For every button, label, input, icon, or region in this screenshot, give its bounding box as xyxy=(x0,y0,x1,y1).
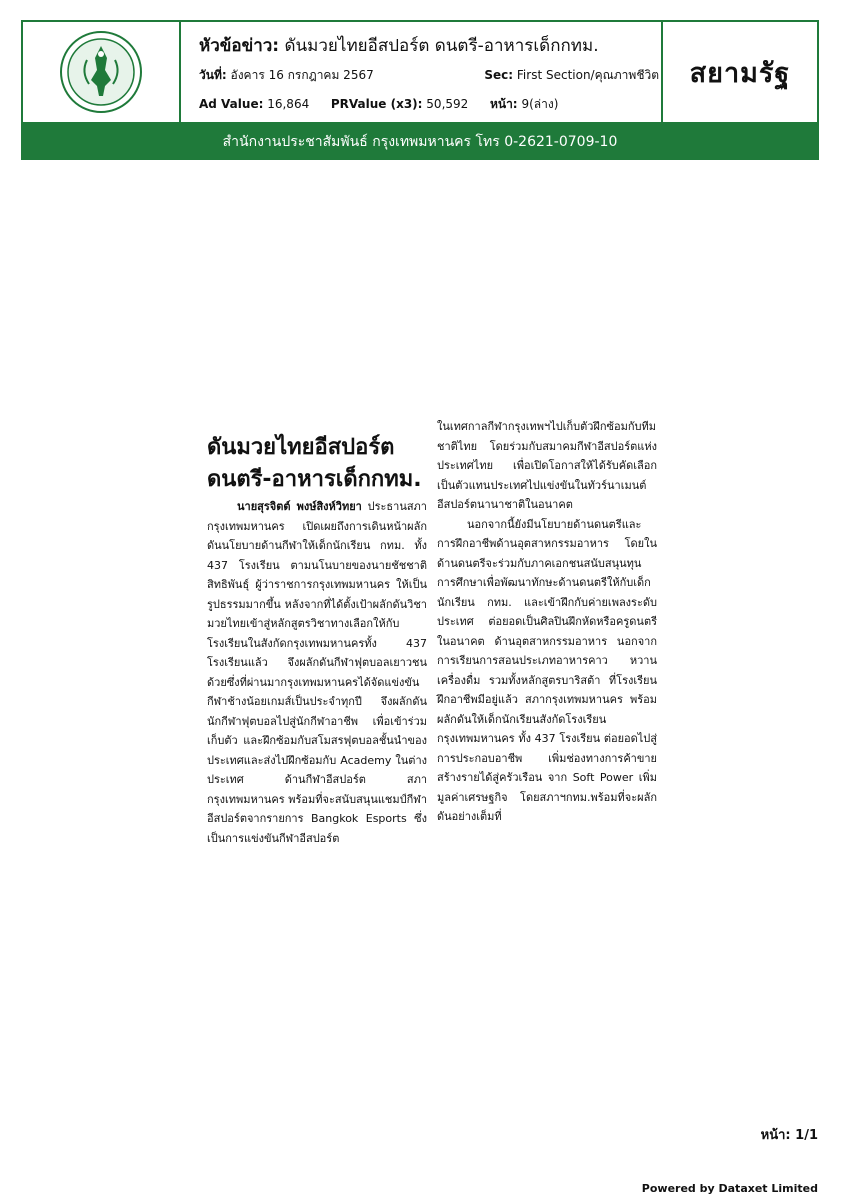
clipping-header xyxy=(21,20,819,124)
article-paragraph: นอกจากนี้ยังมีนโยบายด้านดนตรีและการฝึกอาชีพด้านอุตสาหกรรมอาหาร โดยในด้านดนตรีจะร่วมกับภาคเอกชนสนับสนุนทุนการศึกษาเพื่อพัฒนาทักษะด้านดนตรีให้กับเด็กนักเรียน กทม. และเข้าฝึกกับค่ายเพลงระดับประเทศ ต่อยอดเป็นศิลปินฝึกหัดหรือครูดนตรีในอนาคต ด้านอุตสาหกรรมอาหาร นอกจากการเรียนการสอนประเภทอาหารคาว หวาน เครื่องดื่ม รวมทั้งหลักสูตรบาริสต้า ที่โรงเรียนฝึกอาชีพมีอยู่แล้ว สภากรุงเทพมหานคร พร้อมผลักดันให้เด็กนักเรียนสังกัดโรงเรียนกรุงเทพมหานคร ทั้ง 437 โรงเรียน ต่อยอดไปสู่การประกอบอาชีพ เพิ่มช่องทางการค้าขาย สร้างรายได้สู่ครัวเรือน จาก Soft Power เพิ่มมูลค่าเศรษฐกิจ โดยสภาฯกทม.พร้อมที่จะผลักดันอย่างเต็มที่ xyxy=(437,517,657,823)
publication-cell xyxy=(663,22,817,122)
value-row xyxy=(199,95,558,114)
headline-text: ดันมวยไทยอีสปอร์ต ดนตรี-อาหารเด็กกทม. xyxy=(284,36,599,56)
article-column-right xyxy=(437,417,657,827)
bangkok-city-seal-icon xyxy=(59,30,143,114)
article-paragraph xyxy=(207,497,427,848)
article-byline: นายสุรจิตต์ พงษ์สิงห์วิทยา xyxy=(237,500,362,513)
article-column-left xyxy=(207,497,427,848)
ad-value: 16,864 xyxy=(267,97,310,111)
pr-value-label: PRValue (x3): xyxy=(330,97,423,111)
headline-row xyxy=(199,32,599,59)
section-label: Sec: xyxy=(484,68,514,82)
date-row xyxy=(199,66,374,85)
section-row xyxy=(484,66,659,85)
date-value: อังคาร 16 กรกฎาคม 2567 xyxy=(230,68,374,82)
contact-text: สำนักงานประชาสัมพันธ์ กรุงเทพมหานคร โทร 0-2621-0709-10 xyxy=(222,134,618,150)
date-label: วันที่: xyxy=(199,68,227,82)
title-line-2: ดนตรี-อาหารเด็กกทม. xyxy=(207,467,422,492)
page-label: หน้า: xyxy=(489,97,518,111)
page-number-label: หน้า: xyxy=(760,1128,791,1143)
headline-label: หัวข้อข่าว: xyxy=(199,36,280,56)
ad-value-label: Ad Value: xyxy=(199,97,264,111)
publication-name: สยามรัฐ xyxy=(689,57,791,89)
section-value: First Section/คุณภาพชีวิต xyxy=(516,68,659,82)
page-number-value: 1/1 xyxy=(795,1128,818,1143)
article-paragraph: ในเทศกาลกีฬากรุงเทพฯไปเก็บตัวฝึกซ้อมกับทีมชาติไทย โดยร่วมกับสมาคมกีฬาอีสปอร์ตแห่งประเทศไทย เพื่อเปิดโอกาสให้ได้รับคัดเลือกเป็นตัวแทนประเทศไปแข่งขันในทัวร์นาเมนต์อีสปอร์ตนานาชาติในอนาคต xyxy=(437,420,657,511)
clipping-info xyxy=(181,22,663,122)
pr-value: 50,592 xyxy=(426,97,469,111)
logo-cell xyxy=(23,22,181,122)
page-number xyxy=(761,1124,818,1145)
page-value: 9(ล่าง) xyxy=(521,97,559,111)
left-column-text: ประธานสภากรุงเทพมหานคร เปิดเผยถึงการเดินหน้าผลักดันนโยบายด้านกีฬาให้เด็กนักเรียน กทม. ทั้ง 437 โรงเรียน ตามนโนบายของนายชัชชาติ สิทธิพันธุ์ ผู้ว่าราชการกรุงเทพมหานคร ให้เป็นรูปธรรมมากขึ้น หลังจากที่ได้ตั้งเป้าผลักดันวิชามวยไทยเข้าสู่หลักสูตรวิชาทางเลือกให้กับโรงเรียนในสังกัดกรุงเทพมหานครทั้ง 437 โรงเรียนแล้ว จึงผลักดันกีฬาฟุตบอลเยาวชนด้วยซึ่งที่ผ่านมากรุงเทพมหานครได้จัดแข่งขันกีฬาช้างน้อยเกมส์เป็นประจำทุกปี จึงผลักดันนักกีฬาฟุตบอลไปสู่นักกีฬาอาชีพ เพื่อเข้าร่วมเก็บตัว และฝึกซ้อมกับสโมสรฟุตบอลชั้นนำของประเทศและส่งไปฝึกซ้อมกับ Academy ในต่างประเทศ ด้านกีฬาอีสปอร์ต สภากรุงเทพมหานคร พร้อมที่จะสนับสนุนแชมป์กีฬาอีสปอร์ตจากรายการ Bangkok Esports ซึ่งเป็นการแข่งขันกีฬาอีสปอร์ต xyxy=(207,500,427,845)
contact-band xyxy=(21,124,819,160)
powered-by: Powered by Dataxet Limited xyxy=(641,1182,818,1195)
article-title xyxy=(207,432,427,496)
title-line-1: ดันมวยไทยอีสปอร์ต xyxy=(207,435,395,460)
